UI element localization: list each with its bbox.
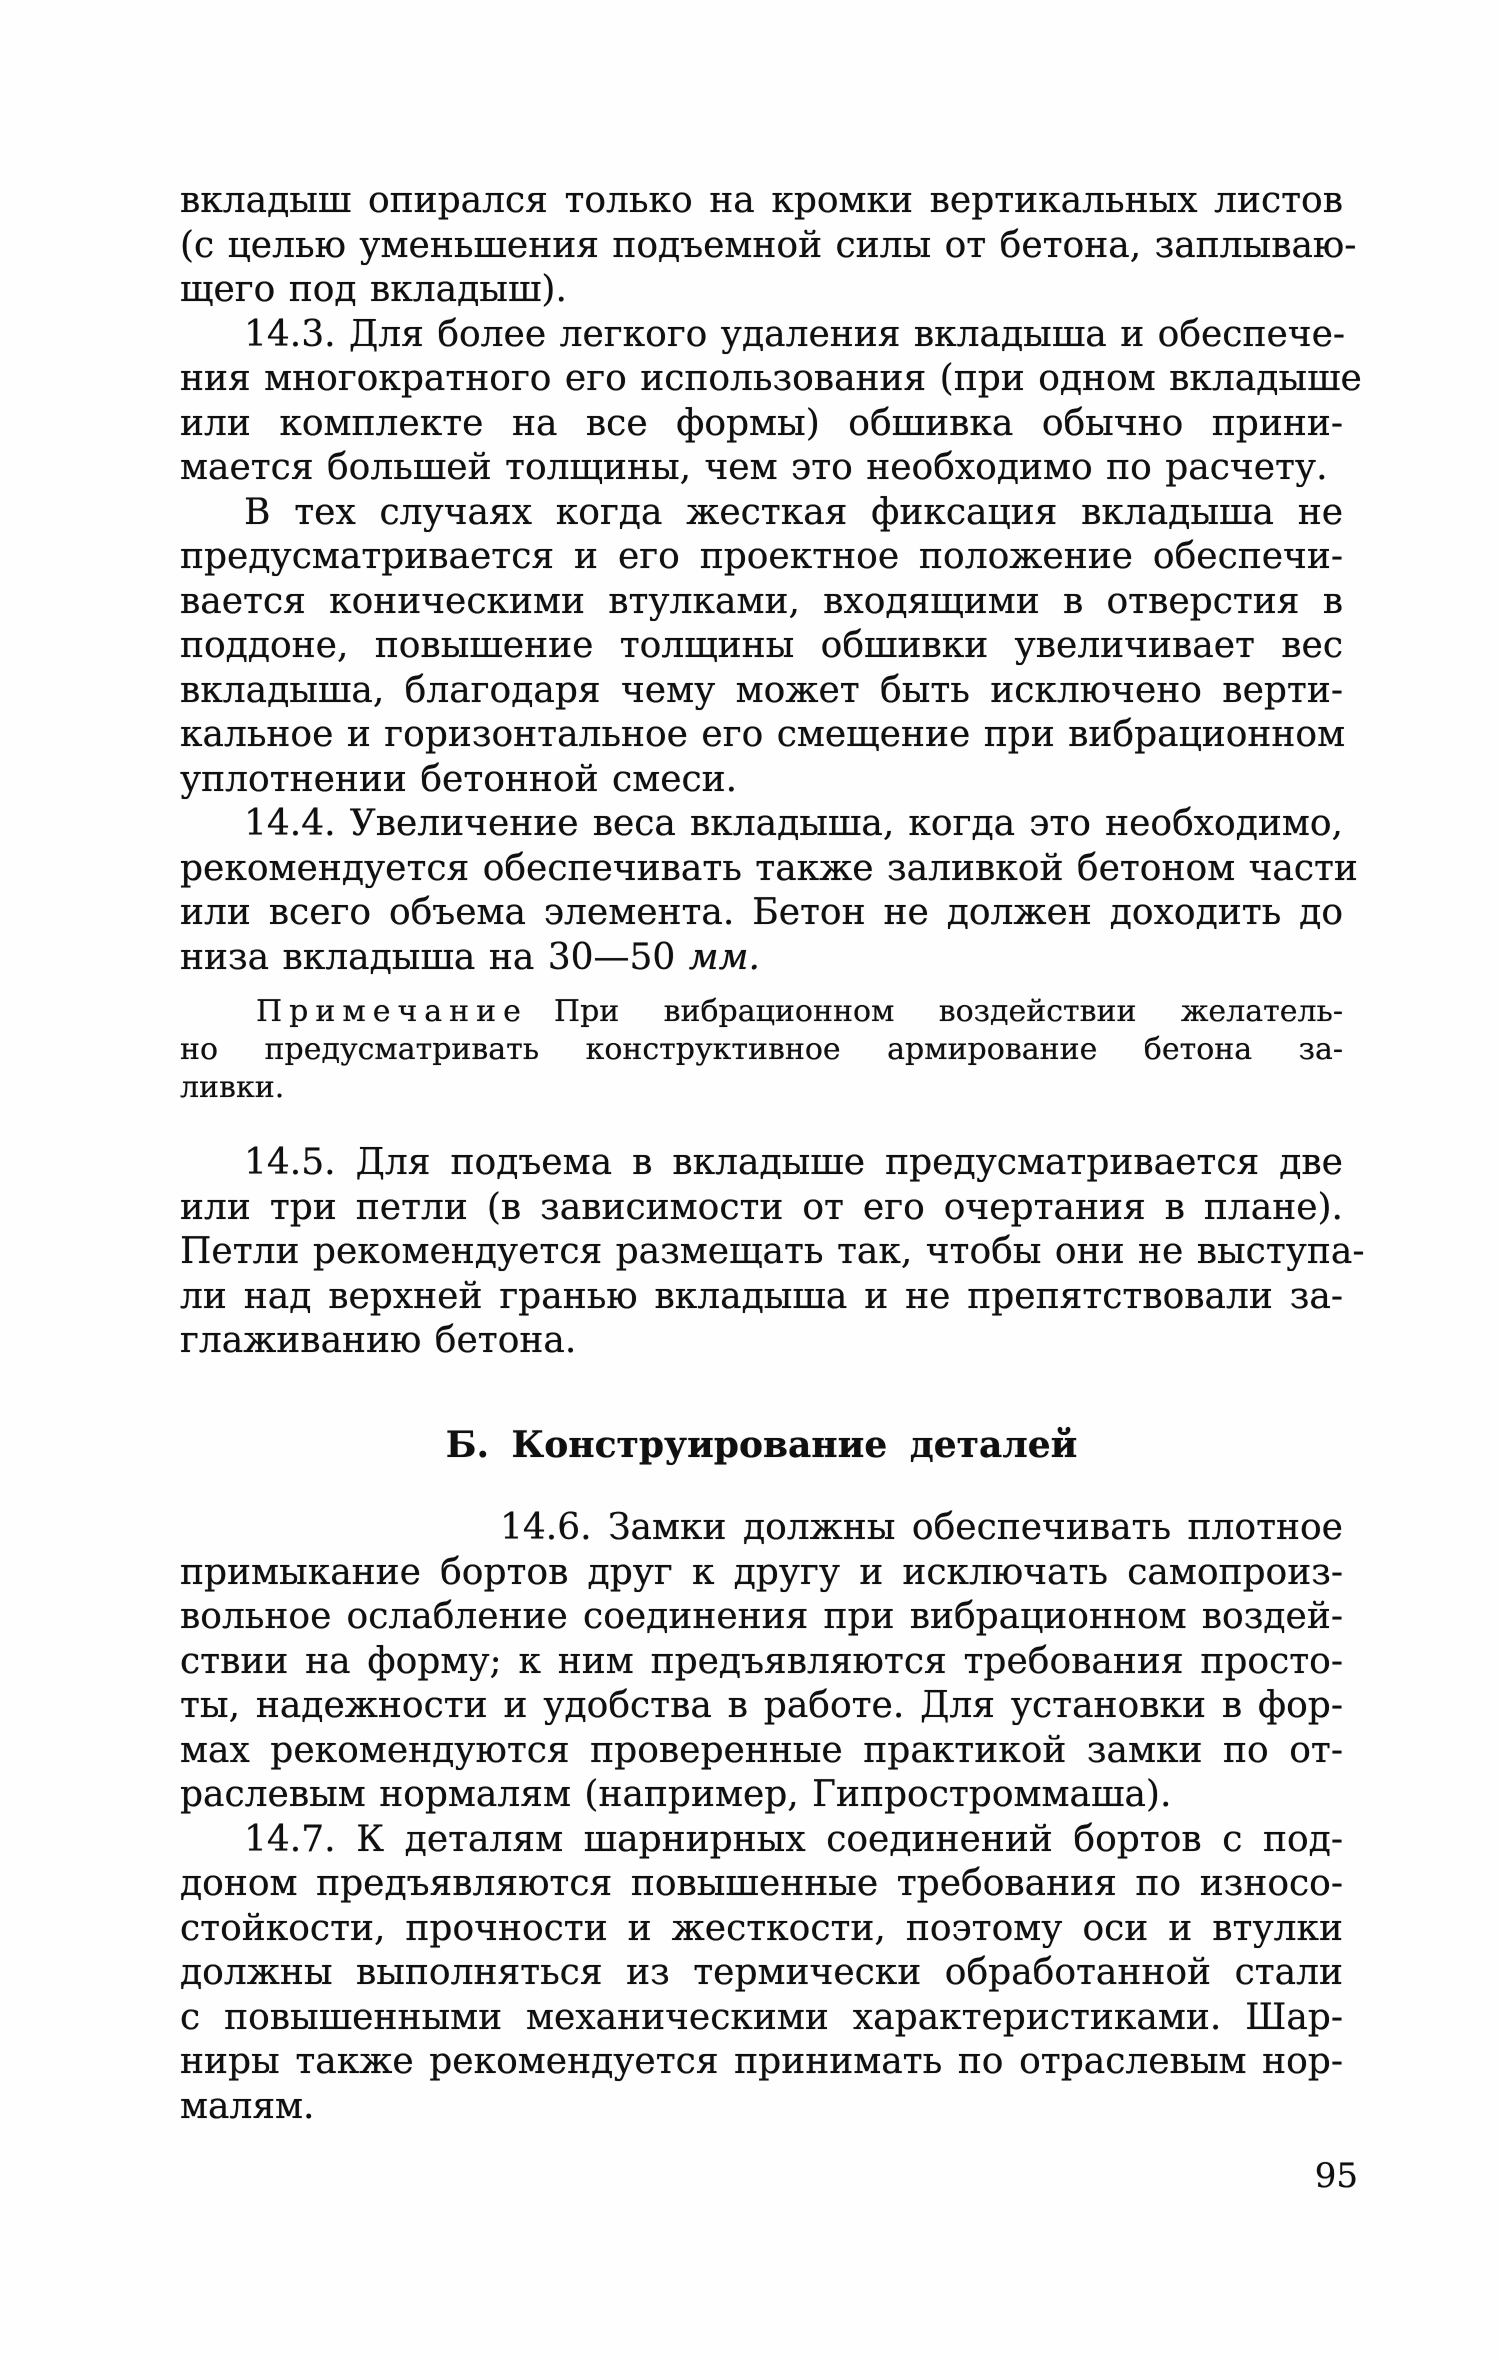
text-line: (с целью уменьшения подъемной силы от бетона, заплываю- [180, 224, 1357, 266]
text-line: предусматривается и его проектное положение обеспечи- [180, 536, 1343, 577]
text-line: малям. [180, 2085, 315, 2127]
note-line [180, 993, 1343, 1031]
text-line: 14.5. Для подъема в вкладыше предусматривается две [244, 1142, 1343, 1183]
text-line: стойкости, прочности и жесткости, поэтому оси и втулки [180, 1907, 1343, 1949]
text-line: примыкание бортов друг к другу и исключать самопроиз- [180, 1551, 1343, 1593]
text-line: 14.6. Замки должны обеспечивать плотное [500, 1507, 1343, 1548]
text-line: вкладыша, благодаря чему может быть исключено верти- [180, 669, 1343, 711]
unit-mm-italic: мм. [688, 936, 760, 978]
text-line: мах рекомендуются проверенные практикой замки по от- [180, 1729, 1343, 1771]
text-line: раслевым нормалям (например, Гипростроммаша). [180, 1774, 1172, 1815]
note-label: Примечание [256, 994, 528, 1029]
paragraphs-14-6-to-14-7 [180, 1506, 1343, 2129]
page-number: 95 [1314, 2156, 1358, 2196]
note-line: ливки. [180, 1070, 285, 1105]
text-line: должны выполняться из термически обработанной стали [180, 1952, 1343, 1993]
text-line: ниры также рекомендуется принимать по отраслевым нор- [180, 2041, 1343, 2082]
text-line: вольное ослабление соединения при вибрационном воздей- [180, 1596, 1343, 1637]
text-line: 14.3. Для более легкого удаления вкладыша и обеспече- [244, 313, 1346, 355]
note-text: При вибрационном воздействии желатель- [553, 994, 1343, 1029]
text-line: уплотнении бетонной смеси. [180, 758, 738, 800]
text-line: 14.7. К деталям шарнирных соединений бортов с под- [244, 1818, 1343, 1860]
text-line: поддоне, повышение толщины обшивки увеличивает вес [180, 625, 1343, 666]
text-line: ли над верхней гранью вкладыша и не препятствовали за- [180, 1275, 1343, 1317]
text-line: ствии на форму; к ним предъявляются требования просто- [180, 1640, 1343, 1682]
text-line: глаживанию бетона. [180, 1320, 577, 1361]
text-fragment: низа вкладыша на 30—50 [180, 936, 689, 978]
note-line: но предусматривать конструктивное армирование бетона за- [180, 1032, 1343, 1067]
text-line: вкладыш опирался только на кромки вертикальных листов [180, 180, 1343, 221]
paragraphs-14-2-to-14-4 [180, 179, 1362, 980]
text-line: В тех случаях когда жесткая фиксация вкладыша не [244, 491, 1343, 533]
text-line: Петли рекомендуется размещать так, чтобы они не выступа- [180, 1231, 1365, 1272]
text-line: мается большей толщины, чем это необходимо по расчету. [180, 447, 1328, 488]
text-line: кальное и горизонтальное его смещение при вибрационном [180, 714, 1346, 755]
paragraph-14-5 [180, 1141, 1365, 1364]
subsection-heading: Б. Конструирование деталей [445, 1424, 1078, 1466]
text-line: с повышенными механическими характеристиками. Шар- [180, 1996, 1343, 2038]
text-line: 14.4. Увеличение веса вкладыша, когда это необходимо, [244, 803, 1343, 844]
text-line: рекомендуется обеспечивать также заливкой бетоном части [180, 847, 1358, 889]
text-line: или три петли (в зависимости от его очертания в плане). [180, 1186, 1343, 1228]
note-block [180, 993, 1343, 1107]
text-line: доном предъявляются повышенные требования по износо- [180, 1863, 1343, 1904]
text-line [180, 936, 1343, 981]
text-line: ты, надежности и удобства в работе. Для установки в фор- [180, 1685, 1343, 1726]
text-line: или всего объема элемента. Бетон не должен доходить до [180, 892, 1343, 933]
text-line: или комплекте на все формы) обшивка обычно прини- [180, 402, 1343, 444]
text-line: вается коническими втулками, входящими в отверстия в [180, 580, 1343, 622]
text-line: ния многократного его использования (при одном вкладыше [180, 358, 1362, 399]
text-line: щего под вкладыш). [180, 269, 567, 310]
